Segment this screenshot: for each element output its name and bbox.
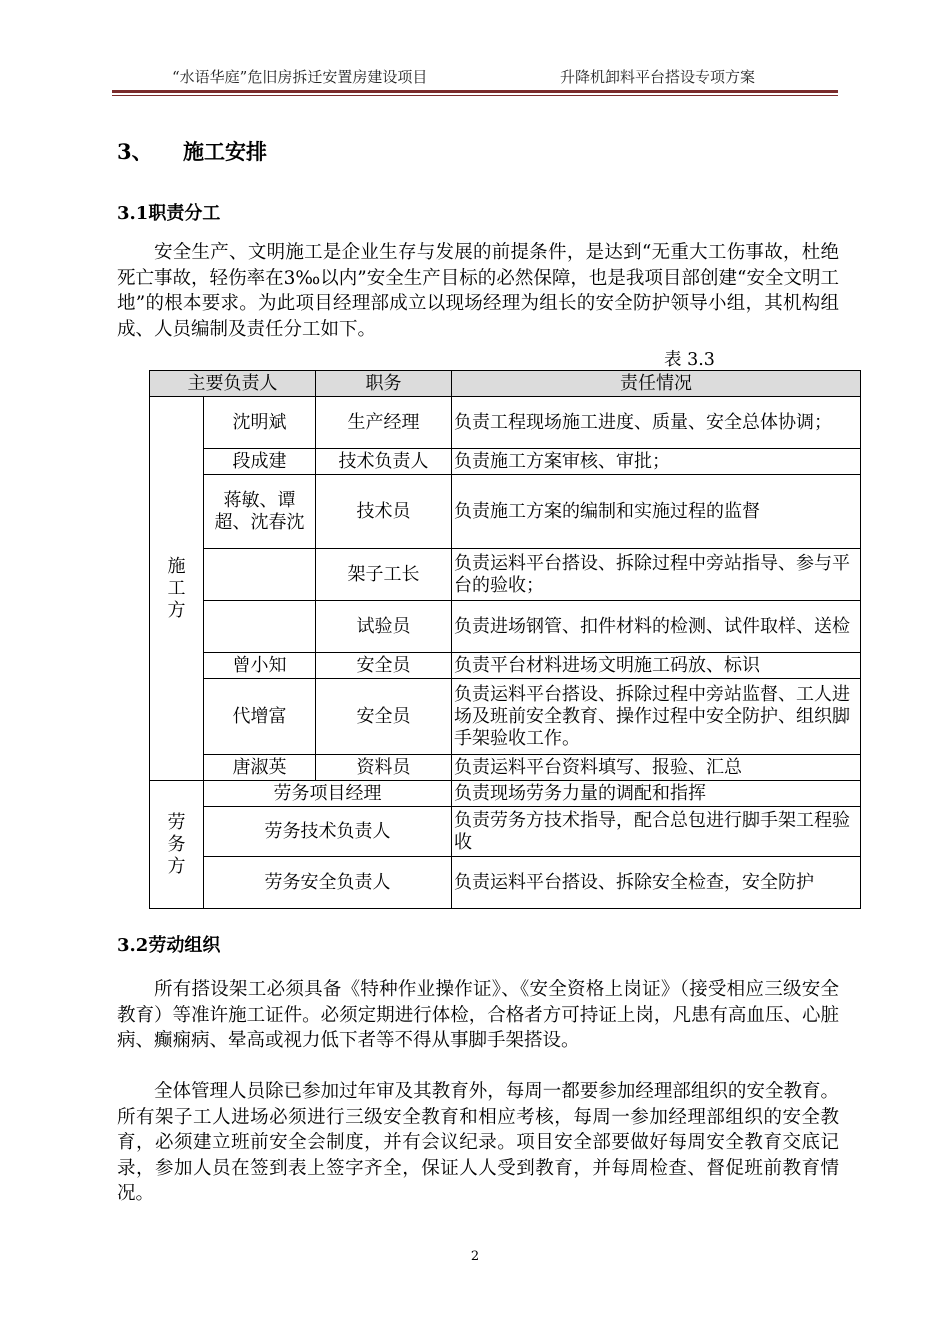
role-cell: 生产经理	[316, 397, 452, 449]
header-cell-role: 职务	[316, 371, 452, 397]
table-row	[150, 679, 861, 755]
header-cell-duty: 责任情况	[452, 371, 861, 397]
table-row	[150, 807, 861, 857]
name-cell	[204, 601, 316, 653]
section-3-1-paragraph: 安全生产、文明施工是企业生存与发展的前提条件，是达到“无重大工伤事故，杜绝死亡事故，轻伤率在3‰以内”安全生产目标的必然保障，也是我项目部创建“安全文明工地”的根本要求。为此项目经理部成立以现场经理为组长的安全防护领导小组，其机构组成、人员编制及责任分工如下。	[117, 242, 839, 340]
table-row	[150, 475, 861, 549]
section-3-number: 3、	[117, 139, 153, 164]
duty-cell: 负责运料平台搭设、拆除过程中旁站指导、参与平台的验收；	[452, 549, 861, 601]
labor-role-cell: 劳务项目经理	[204, 781, 452, 807]
labor-role-cell: 劳务技术负责人	[204, 807, 452, 857]
duty-cell: 负责劳务方技术指导，配合总包进行脚手架工程验收	[452, 807, 861, 857]
responsibility-table	[149, 370, 861, 909]
header-rule-thick	[112, 90, 838, 93]
duty-cell: 负责运料平台搭设、拆除安全检查，安全防护	[452, 857, 861, 909]
header-cell-person: 主要负责人	[150, 371, 316, 397]
duty-cell: 负责运料平台搭设、拆除过程中旁站监督、工人进场及班前安全教育、操作过程中安全防护、组织脚手架验收工作。	[452, 679, 861, 755]
table-row	[150, 653, 861, 679]
section-3-title: 施工安排	[183, 139, 267, 164]
name-cell: 代增富	[204, 679, 316, 755]
role-cell: 技术负责人	[316, 449, 452, 475]
name-cell	[204, 549, 316, 601]
header-project-name: “水语华庭”危旧房拆迁安置房建设项目	[172, 68, 428, 86]
table-row	[150, 755, 861, 781]
name-cell: 曾小知	[204, 653, 316, 679]
group-labor-cell	[150, 781, 204, 909]
role-cell: 资料员	[316, 755, 452, 781]
name-cell: 沈明斌	[204, 397, 316, 449]
role-cell: 技术员	[316, 475, 452, 549]
role-cell: 安全员	[316, 679, 452, 755]
duty-cell: 负责施工方案审核、审批；	[452, 449, 861, 475]
duty-cell: 负责进场钢管、扣件材料的检测、试件取样、送检	[452, 601, 861, 653]
role-cell: 试验员	[316, 601, 452, 653]
section-3-heading	[117, 136, 267, 166]
table-row	[150, 397, 861, 449]
section-3-2-heading: 3.2劳动组织	[117, 935, 221, 956]
name-cell: 唐淑英	[204, 755, 316, 781]
section-3-1-heading: 3.1职责分工	[117, 203, 221, 224]
group-construction-cell	[150, 397, 204, 781]
group-labor-label: 劳 务 方	[167, 811, 186, 877]
duty-cell: 负责平台材料进场文明施工码放、标识	[452, 653, 861, 679]
header-rule-thin	[112, 95, 838, 96]
role-cell: 架子工长	[316, 549, 452, 601]
page-header	[112, 62, 838, 88]
table-row	[150, 601, 861, 653]
duty-cell: 负责施工方案的编制和实施过程的监督	[452, 475, 861, 549]
table-caption: 表 3.3	[664, 350, 715, 370]
table-row	[150, 857, 861, 909]
group-construction-label: 施 工 方	[167, 555, 186, 621]
duty-cell: 负责现场劳务力量的调配和指挥	[452, 781, 861, 807]
labor-role-cell: 劳务安全负责人	[204, 857, 452, 909]
header-document-title: 升降机卸料平台搭设专项方案	[560, 68, 756, 86]
table-row	[150, 781, 861, 807]
duty-cell: 负责工程现场施工进度、质量、安全总体协调；	[452, 397, 861, 449]
page-number: 2	[470, 1249, 480, 1264]
role-cell: 安全员	[316, 653, 452, 679]
table-header-row	[150, 371, 861, 397]
table-row	[150, 549, 861, 601]
name-cell: 段成建	[204, 449, 316, 475]
section-3-2-paragraph-2: 全体管理人员除已参加过年审及其教育外，每周一都要参加经理部组织的安全教育。所有架子工人进场必须进行三级安全教育和相应考核，每周一参加经理部组织的安全教育，必须建立班前安全会制度，并有会议纪录。项目安全部要做好每周安全教育交底记录，参加人员在签到表上签字齐全，保证人人受到教育，并每周检查、督促班前教育情况。	[117, 1081, 839, 1204]
name-cell: 蒋敏、谭超、沈春沈	[204, 475, 316, 549]
section-3-2-paragraph-1: 所有搭设架工必须具备《特种作业操作证》、《安全资格上岗证》（接受相应三级安全教育）等准许施工证件。必须定期进行体检，合格者方可持证上岗，凡患有高血压、心脏病、癫痫病、晕高或视力低下者等不得从事脚手架搭设。	[117, 979, 839, 1051]
table-row	[150, 449, 861, 475]
duty-cell: 负责运料平台资料填写、报验、汇总	[452, 755, 861, 781]
